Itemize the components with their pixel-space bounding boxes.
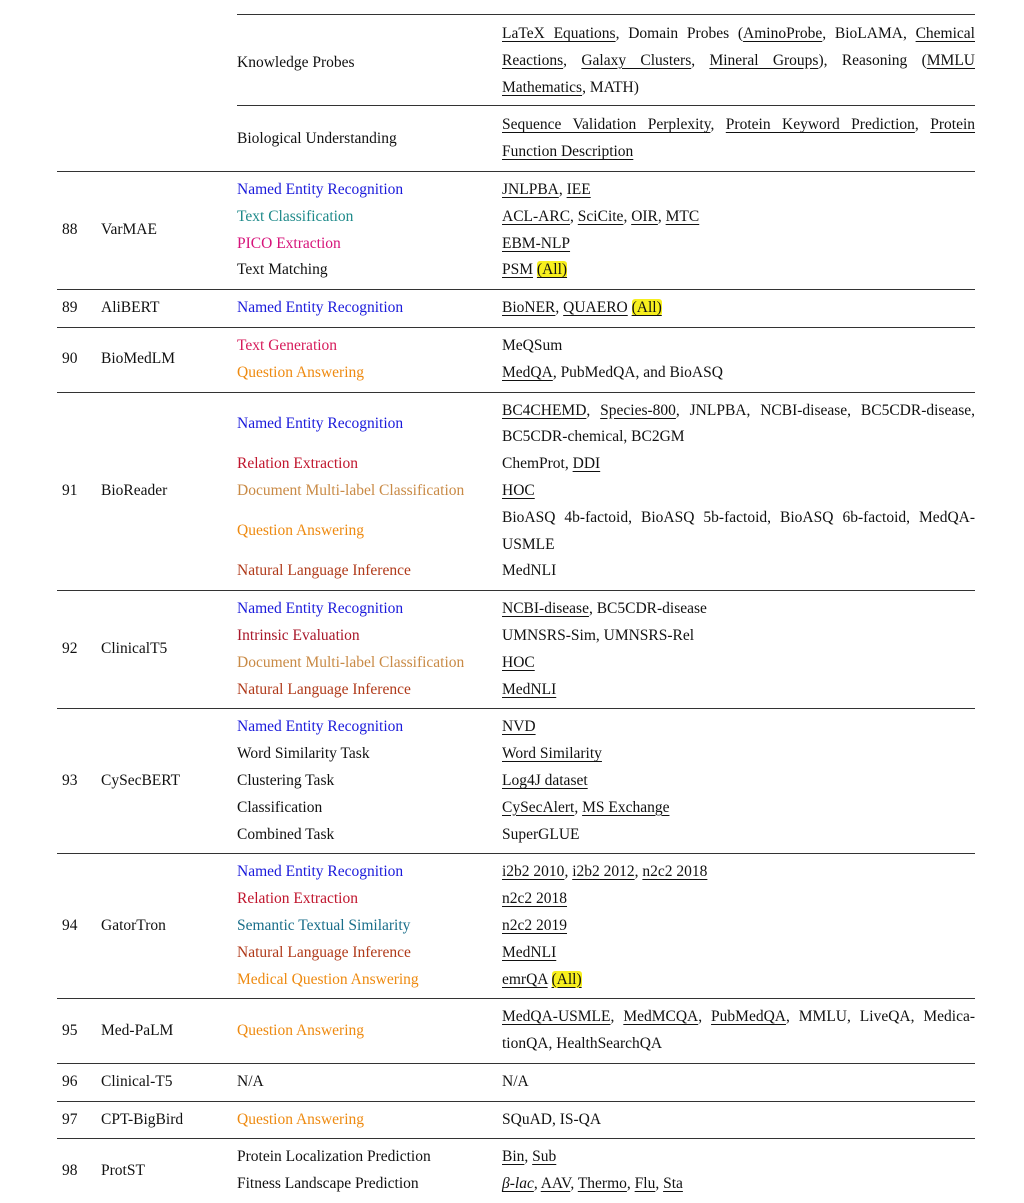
- dataset-cell: [502, 1171, 975, 1203]
- task-cell: [237, 795, 502, 822]
- dataset-link: EBM-NLP: [502, 235, 570, 252]
- task-label: Semantic Textual Similarity: [237, 917, 410, 934]
- dataset-link: (All): [632, 299, 662, 316]
- dataset-text: MedNLI: [502, 562, 556, 579]
- dataset-text: ,: [655, 1175, 663, 1192]
- dataset-text: , BC5CDR-disease: [589, 600, 707, 617]
- dataset-list: [502, 714, 975, 741]
- dataset-link: n2c2 2018: [642, 863, 707, 880]
- task-cell: [237, 327, 502, 359]
- table-row: [57, 1101, 975, 1139]
- dataset-link: OIR: [631, 208, 658, 225]
- dataset-link: Flu: [635, 1175, 656, 1192]
- task-label: Named Entity Recognition: [237, 299, 403, 316]
- dataset-text: , MMLU, LiveQA, Medica-tionQA, HealthSearchQA: [502, 1008, 975, 1052]
- dataset-cell: [502, 623, 975, 650]
- dataset-link: (All): [552, 971, 582, 988]
- dataset-link: IEE: [567, 181, 591, 198]
- dataset-link: MS Exchange: [582, 799, 669, 816]
- model-number: 89: [57, 290, 101, 328]
- dataset-cell: [502, 451, 975, 478]
- model-name: VarMAE: [101, 171, 237, 289]
- dataset-cell: [502, 15, 975, 106]
- dataset-link: MTC: [666, 208, 700, 225]
- model-name: GatorTron: [101, 854, 237, 999]
- dataset-text: , BioLAMA,: [822, 25, 915, 42]
- dataset-link: LaTeX Equations: [502, 25, 616, 42]
- dataset-list: [502, 1069, 975, 1096]
- dataset-list: [502, 1171, 975, 1198]
- dataset-cell: [502, 558, 975, 590]
- table-row: [57, 591, 975, 623]
- task-label: Combined Task: [237, 826, 334, 843]
- dataset-cell: [502, 886, 975, 913]
- dataset-link: MedNLI: [502, 944, 556, 961]
- dataset-link: PubMedQA: [711, 1008, 786, 1025]
- dataset-list: [502, 558, 975, 585]
- dataset-list: [502, 913, 975, 940]
- task-cell: [237, 623, 502, 650]
- dataset-list: [502, 478, 975, 505]
- model-number: 96: [57, 1063, 101, 1101]
- task-cell: [237, 677, 502, 709]
- task-cell: [237, 1101, 502, 1139]
- dataset-link: BioNER: [502, 299, 555, 316]
- dataset-text: N/A: [502, 1073, 529, 1090]
- dataset-list: [502, 204, 975, 231]
- task-cell: [237, 1171, 502, 1203]
- model-name: ProtST: [101, 1139, 237, 1203]
- table-row: [57, 1063, 975, 1101]
- table-row: [57, 290, 975, 328]
- dataset-list: [502, 650, 975, 677]
- task-label: Natural Language Inference: [237, 562, 411, 579]
- dataset-text: ,: [563, 52, 581, 69]
- dataset-list: [502, 1107, 975, 1134]
- dataset-list: [502, 333, 975, 360]
- table-row: [57, 392, 975, 451]
- table-row: [57, 15, 975, 106]
- dataset-text: SuperGLUE: [502, 826, 580, 843]
- model-name: [101, 15, 237, 172]
- dataset-text: ,: [559, 181, 567, 198]
- dataset-list: [502, 795, 975, 822]
- task-label: Named Entity Recognition: [237, 600, 403, 617]
- task-cell: [237, 650, 502, 677]
- dataset-cell: [502, 940, 975, 967]
- dataset-cell: [502, 822, 975, 854]
- dataset-link: AminoProbe: [743, 25, 822, 42]
- dataset-text: ), Reasoning (: [818, 52, 926, 69]
- table-row: [57, 171, 975, 203]
- task-label: Text Generation: [237, 337, 337, 354]
- dataset-text: ,: [524, 1148, 532, 1165]
- task-cell: [237, 822, 502, 854]
- dataset-list: [502, 398, 975, 452]
- dataset-link: Sequence Validation Perplexity: [502, 116, 710, 133]
- dataset-cell: [502, 231, 975, 258]
- model-name: ClinicalT5: [101, 591, 237, 709]
- task-label: Fitness Landscape Prediction: [237, 1175, 419, 1192]
- task-cell: [237, 360, 502, 392]
- task-cell: [237, 204, 502, 231]
- dataset-text: SQuAD, IS-QA: [502, 1111, 601, 1128]
- dataset-link: n2c2 2019: [502, 917, 567, 934]
- task-cell: [237, 741, 502, 768]
- dataset-link: Log4J dataset: [502, 772, 588, 789]
- dataset-list: [502, 177, 975, 204]
- task-label: Relation Extraction: [237, 890, 358, 907]
- dataset-cell: [502, 741, 975, 768]
- dataset-link: NVD: [502, 718, 536, 735]
- dataset-list: [502, 112, 975, 166]
- model-number: 90: [57, 327, 101, 392]
- dataset-link: i2b2 2010: [502, 863, 564, 880]
- task-label: Knowledge Probes: [237, 54, 355, 71]
- model-number: 92: [57, 591, 101, 709]
- dataset-link: Sub: [532, 1148, 556, 1165]
- dataset-text: ,: [570, 208, 578, 225]
- task-cell: [237, 940, 502, 967]
- dataset-text: , MATH): [582, 79, 639, 96]
- dataset-cell: [502, 709, 975, 741]
- dataset-link: β-lac: [502, 1175, 534, 1192]
- model-number: 91: [57, 392, 101, 591]
- dataset-cell: [502, 999, 975, 1064]
- task-label: Text Classification: [237, 208, 353, 225]
- model-number: 93: [57, 709, 101, 854]
- dataset-link: Bin: [502, 1148, 524, 1165]
- dataset-list: [502, 1004, 975, 1058]
- task-label: Intrinsic Evaluation: [237, 627, 360, 644]
- dataset-list: [502, 21, 975, 101]
- dataset-link: DDI: [573, 455, 601, 472]
- dataset-text: ,: [534, 1175, 541, 1192]
- dataset-text: ,: [555, 299, 563, 316]
- task-label: PICO Extraction: [237, 235, 341, 252]
- dataset-text: ,: [698, 1008, 711, 1025]
- dataset-text: ,: [627, 1175, 635, 1192]
- dataset-cell: [502, 591, 975, 623]
- dataset-link: HOC: [502, 654, 535, 671]
- task-label: Document Multi-label Classification: [237, 654, 464, 671]
- dataset-text: [548, 971, 552, 988]
- dataset-list: [502, 295, 975, 322]
- table-row: [57, 1139, 975, 1171]
- dataset-cell: [502, 768, 975, 795]
- dataset-list: [502, 741, 975, 768]
- task-cell: [237, 558, 502, 590]
- model-name: CPT-BigBird: [101, 1101, 237, 1139]
- dataset-link: Galaxy Clusters: [581, 52, 691, 69]
- task-cell: [237, 1063, 502, 1101]
- dataset-link: JNLPBA: [502, 181, 559, 198]
- dataset-text: ,: [691, 52, 709, 69]
- dataset-list: [502, 360, 975, 387]
- dataset-text: , PubMedQA, and BioASQ: [553, 364, 723, 381]
- dataset-link: Sta: [663, 1175, 683, 1192]
- model-number: 95: [57, 999, 101, 1064]
- dataset-link: MedQA: [502, 364, 553, 381]
- table-row: [57, 327, 975, 359]
- dataset-text: ,: [570, 1175, 577, 1192]
- dataset-cell: [502, 505, 975, 559]
- dataset-text: ,: [586, 402, 600, 419]
- dataset-text: MeQSum: [502, 337, 562, 354]
- task-cell: [237, 392, 502, 451]
- table-row: [57, 709, 975, 741]
- task-label: Named Entity Recognition: [237, 181, 403, 198]
- dataset-list: [502, 967, 975, 994]
- dataset-cell: [502, 1063, 975, 1101]
- model-number: [57, 15, 101, 172]
- task-label: Clustering Task: [237, 772, 334, 789]
- dataset-list: [502, 677, 975, 704]
- task-cell: [237, 854, 502, 886]
- task-cell: [237, 999, 502, 1064]
- dataset-text: ,: [710, 116, 725, 133]
- dataset-cell: [502, 854, 975, 886]
- dataset-cell: [502, 204, 975, 231]
- dataset-link: SciCite: [578, 208, 624, 225]
- model-name: Clinical-T5: [101, 1063, 237, 1101]
- task-label: Named Entity Recognition: [237, 863, 403, 880]
- table-body: [57, 15, 975, 1203]
- task-label: Classification: [237, 799, 322, 816]
- dataset-link: Chemical Reactions: [502, 25, 975, 69]
- task-label: Natural Language Inference: [237, 681, 411, 698]
- dataset-cell: [502, 913, 975, 940]
- dataset-link: Protein Function Description: [502, 116, 975, 160]
- dataset-cell: [502, 106, 975, 172]
- model-number: 98: [57, 1139, 101, 1203]
- model-name: CySecBERT: [101, 709, 237, 854]
- dataset-list: [502, 859, 975, 886]
- dataset-link: ACL-ARC: [502, 208, 570, 225]
- dataset-list: [502, 505, 975, 559]
- task-label: Named Entity Recognition: [237, 415, 403, 432]
- dataset-link: NCBI-disease: [502, 600, 589, 617]
- dataset-text: , Domain Probes (: [616, 25, 743, 42]
- task-label: Text Matching: [237, 261, 328, 278]
- task-cell: [237, 886, 502, 913]
- dataset-link: MMLU Mathematics: [502, 52, 975, 96]
- dataset-link: QUAERO: [563, 299, 628, 316]
- dataset-link: MedNLI: [502, 681, 556, 698]
- task-cell: [237, 231, 502, 258]
- dataset-cell: [502, 795, 975, 822]
- task-cell: [237, 451, 502, 478]
- task-label: Protein Localization Prediction: [237, 1148, 431, 1165]
- dataset-list: [502, 940, 975, 967]
- dataset-cell: [502, 1139, 975, 1171]
- task-cell: [237, 257, 502, 289]
- task-cell: [237, 591, 502, 623]
- dataset-link: Mineral Groups: [709, 52, 818, 69]
- dataset-text: ,: [574, 799, 582, 816]
- dataset-text: ,: [623, 208, 631, 225]
- dataset-list: [502, 886, 975, 913]
- dataset-list: [502, 596, 975, 623]
- dataset-cell: [502, 290, 975, 328]
- dataset-link: MedQA-USMLE: [502, 1008, 611, 1025]
- task-cell: [237, 1139, 502, 1171]
- task-cell: [237, 768, 502, 795]
- dataset-list: [502, 257, 975, 284]
- task-cell: [237, 478, 502, 505]
- task-cell: [237, 290, 502, 328]
- task-label: Question Answering: [237, 522, 364, 539]
- task-cell: [237, 913, 502, 940]
- task-label: Medical Question Answering: [237, 971, 419, 988]
- task-label: Named Entity Recognition: [237, 718, 403, 735]
- dataset-list: [502, 1144, 975, 1171]
- model-number: 88: [57, 171, 101, 289]
- dataset-link: i2b2 2012: [572, 863, 634, 880]
- dataset-list: [502, 768, 975, 795]
- task-label: Document Multi-label Classification: [237, 482, 464, 499]
- task-label: Relation Extraction: [237, 455, 358, 472]
- dataset-cell: [502, 650, 975, 677]
- dataset-cell: [502, 171, 975, 203]
- task-label: Question Answering: [237, 364, 364, 381]
- dataset-cell: [502, 257, 975, 289]
- dataset-link: n2c2 2018: [502, 890, 567, 907]
- model-name: AliBERT: [101, 290, 237, 328]
- model-benchmark-table: [57, 14, 975, 1203]
- task-label: N/A: [237, 1073, 264, 1090]
- dataset-link: Protein Keyword Prediction: [726, 116, 915, 133]
- dataset-text: ,: [611, 1008, 624, 1025]
- dataset-text: ,: [658, 208, 666, 225]
- dataset-link: HOC: [502, 482, 535, 499]
- dataset-cell: [502, 392, 975, 451]
- dataset-link: Word Similarity: [502, 745, 602, 762]
- task-cell: [237, 171, 502, 203]
- dataset-link: MedMCQA: [623, 1008, 698, 1025]
- dataset-list: [502, 451, 975, 478]
- dataset-cell: [502, 327, 975, 359]
- dataset-link: CySecAlert: [502, 799, 574, 816]
- dataset-link: BC4CHEMD: [502, 402, 586, 419]
- task-label: Biological Understanding: [237, 130, 397, 147]
- dataset-link: PSM: [502, 261, 533, 278]
- task-label: Natural Language Inference: [237, 944, 411, 961]
- dataset-text: ,: [635, 863, 643, 880]
- task-cell: [237, 106, 502, 172]
- dataset-cell: [502, 360, 975, 392]
- dataset-link: AAV: [541, 1175, 571, 1192]
- dataset-list: [502, 623, 975, 650]
- task-cell: [237, 505, 502, 559]
- dataset-text: ChemProt,: [502, 455, 573, 472]
- dataset-link: (All): [537, 261, 567, 278]
- model-number: 94: [57, 854, 101, 999]
- model-name: Med-PaLM: [101, 999, 237, 1064]
- task-cell: [237, 709, 502, 741]
- table-row: [57, 854, 975, 886]
- dataset-list: [502, 822, 975, 849]
- dataset-cell: [502, 1101, 975, 1139]
- dataset-text: , JNLPBA, NCBI-disease, BC5CDR-disease, BC5CDR-chemical, BC2GM: [502, 402, 975, 446]
- dataset-list: [502, 231, 975, 258]
- model-name: BioReader: [101, 392, 237, 591]
- dataset-cell: [502, 967, 975, 999]
- table-row: [57, 999, 975, 1064]
- dataset-text: ,: [915, 116, 930, 133]
- task-label: Question Answering: [237, 1022, 364, 1039]
- task-cell: [237, 15, 502, 106]
- dataset-link: Thermo: [578, 1175, 627, 1192]
- model-number: 97: [57, 1101, 101, 1139]
- dataset-text: UMNSRS-Sim, UMNSRS-Rel: [502, 627, 694, 644]
- task-label: Question Answering: [237, 1111, 364, 1128]
- dataset-link: emrQA: [502, 971, 548, 988]
- task-cell: [237, 967, 502, 999]
- task-label: Word Similarity Task: [237, 745, 370, 762]
- dataset-text: BioASQ 4b-factoid, BioASQ 5b-factoid, BioASQ 6b-factoid, MedQA-USMLE: [502, 509, 975, 553]
- dataset-link: Species-800: [600, 402, 676, 419]
- dataset-text: ,: [564, 863, 572, 880]
- dataset-cell: [502, 677, 975, 709]
- dataset-cell: [502, 478, 975, 505]
- model-name: BioMedLM: [101, 327, 237, 392]
